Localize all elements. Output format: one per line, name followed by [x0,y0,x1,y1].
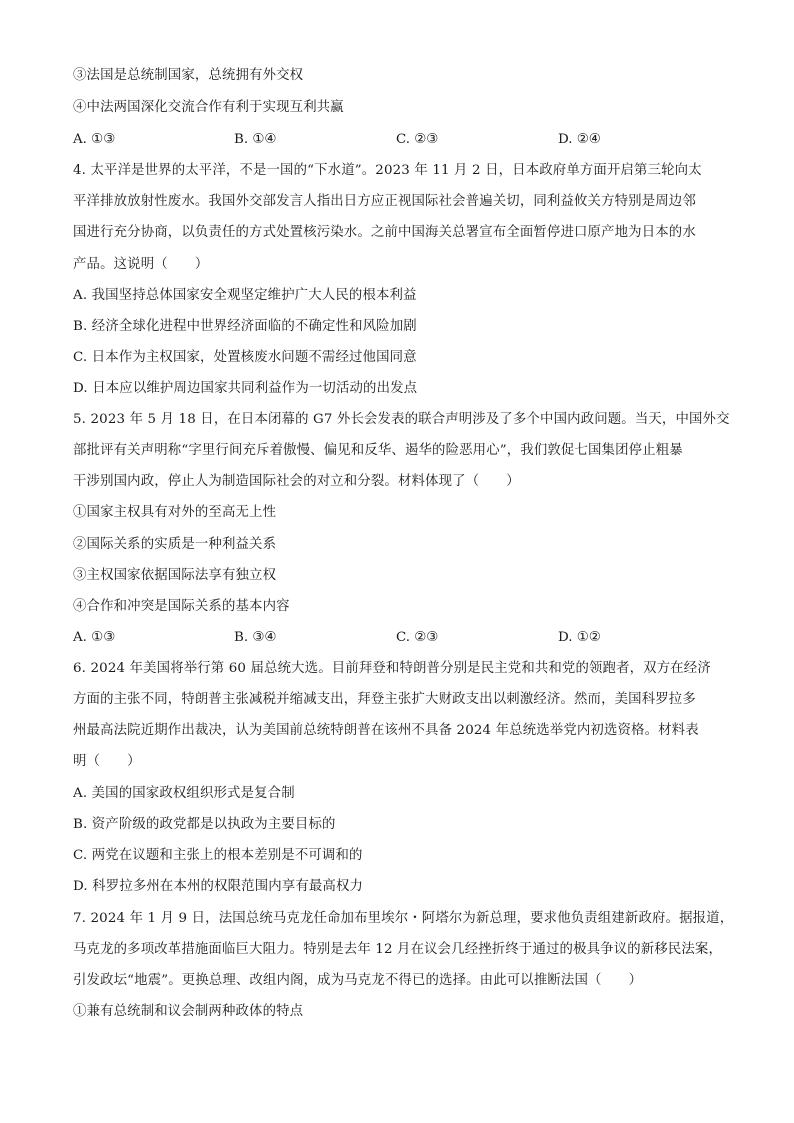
q6-stem-line-1: 6. 2024 年美国将举行第 60 届总统大选。目前拜登和特朗普分别是民主党和共和党的领跑者，双方在经济 [73,661,711,676]
q4-option-c: C. 日本作为主权国家，处置核废水问题不需经过他国同意 [73,350,417,365]
q6-option-d: D. 科罗拉多州在本州的权限范围内享有最高权力 [73,879,364,894]
q6-option-c: C. 两党在议题和主张上的根本差别是不可调和的 [73,848,363,863]
q7-stem-line-2: 马克龙的多项改革措施面临巨大阻力。特别是去年 12 月在议会几经挫折终于通过的极具争议的新移民法案， [73,942,723,957]
q5-stem-line-1: 5. 2023 年 5 月 18 日，在日本闭幕的 G7 外长会发表的联合声明涉及了多个中国内政问题。当天，中国外交 [73,412,730,427]
q7-stem-line-1: 7. 2024 年 1 月 9 日，法国总统马克龙任命加布里埃尔・阿塔尔为新总理，要求他负责组建新政府。据报道， [73,911,734,926]
q4-stem-line-3: 国进行充分协商，以负责任的方式处置核污染水。之前中国海关总署宣布全面暂停进口原产地为日本的水 [73,225,696,240]
q5-item-1: ①国家主权具有对外的至高无上性 [73,505,277,520]
q5-option-d: D. ①② [558,630,601,645]
q5-item-3: ③主权国家依据国际法享有独立权 [73,568,277,583]
q3-option-a: A. ①③ [73,132,116,147]
q7-stem-line-3: 引发政坛“地震”。更换总理、改组内阁，成为马克龙不得已的选择。由此可以推断法国（ ） [73,973,643,988]
q4-option-a: A. 我国坚持总体国家安全观坚定维护广大人民的根本利益 [73,288,417,303]
q4-stem-line-2: 平洋排放放射性废水。我国外交部发言人指出日方应正视国际社会普遍关切，同利益攸关方特别是周边邻 [73,194,696,209]
q5-option-b: B. ③④ [234,630,277,645]
q4-option-b: B. 经济全球化进程中世界经济面临的不确定性和风险加剧 [73,319,417,334]
q4-stem-line-1: 4. 太平洋是世界的太平洋，不是一国的“下水道”。2023 年 11 月 2 日，日本政府单方面开启第三轮向太 [73,163,702,178]
q3-option-b: B. ①④ [234,132,277,147]
q7-item-1: ①兼有总统制和议会制两种政体的特点 [73,1004,304,1019]
q5-option-c: C. ②③ [396,630,439,645]
q5-item-2: ②国际关系的实质是一种利益关系 [73,537,277,552]
q5-option-a: A. ①③ [73,630,116,645]
q4-option-d: D. 日本应以维护周边国家共同利益作为一切活动的出发点 [73,381,418,396]
q6-stem-line-4: 明（ ） [73,754,141,769]
q5-stem-line-2: 部批评有关声明称“字里行间充斥着傲慢、偏见和反华、遏华的险恶用心”，我们敦促七国集团停止粗暴 [73,443,683,458]
q3-item-3: ③法国是总统制国家，总统拥有外交权 [73,68,304,83]
q6-stem-line-3: 州最高法院近期作出裁决，认为美国前总统特朗普在该州不具备 2024 年总统选举党内初选资格。材料表 [73,723,699,738]
q3-option-c: C. ②③ [396,132,439,147]
q6-option-a: A. 美国的国家政权组织形式是复合制 [73,786,295,801]
q3-option-d: D. ②④ [558,132,601,147]
q4-stem-line-4: 产品。这说明（ ） [73,257,209,272]
q6-stem-line-2: 方面的主张不同，特朗普主张减税并缩减支出，拜登主张扩大财政支出以刺激经济。然而，美国科罗拉多 [73,692,696,707]
q6-option-b: B. 资产阶级的政党都是以执政为主要目标的 [73,817,336,832]
q5-stem-line-3: 干涉别国内政，停止人为制造国际社会的对立和分裂。材料体现了（ ） [73,474,520,489]
q3-item-4: ④中法两国深化交流合作有利于实现互利共赢 [73,100,344,115]
q5-item-4: ④合作和冲突是国际关系的基本内容 [73,599,290,614]
